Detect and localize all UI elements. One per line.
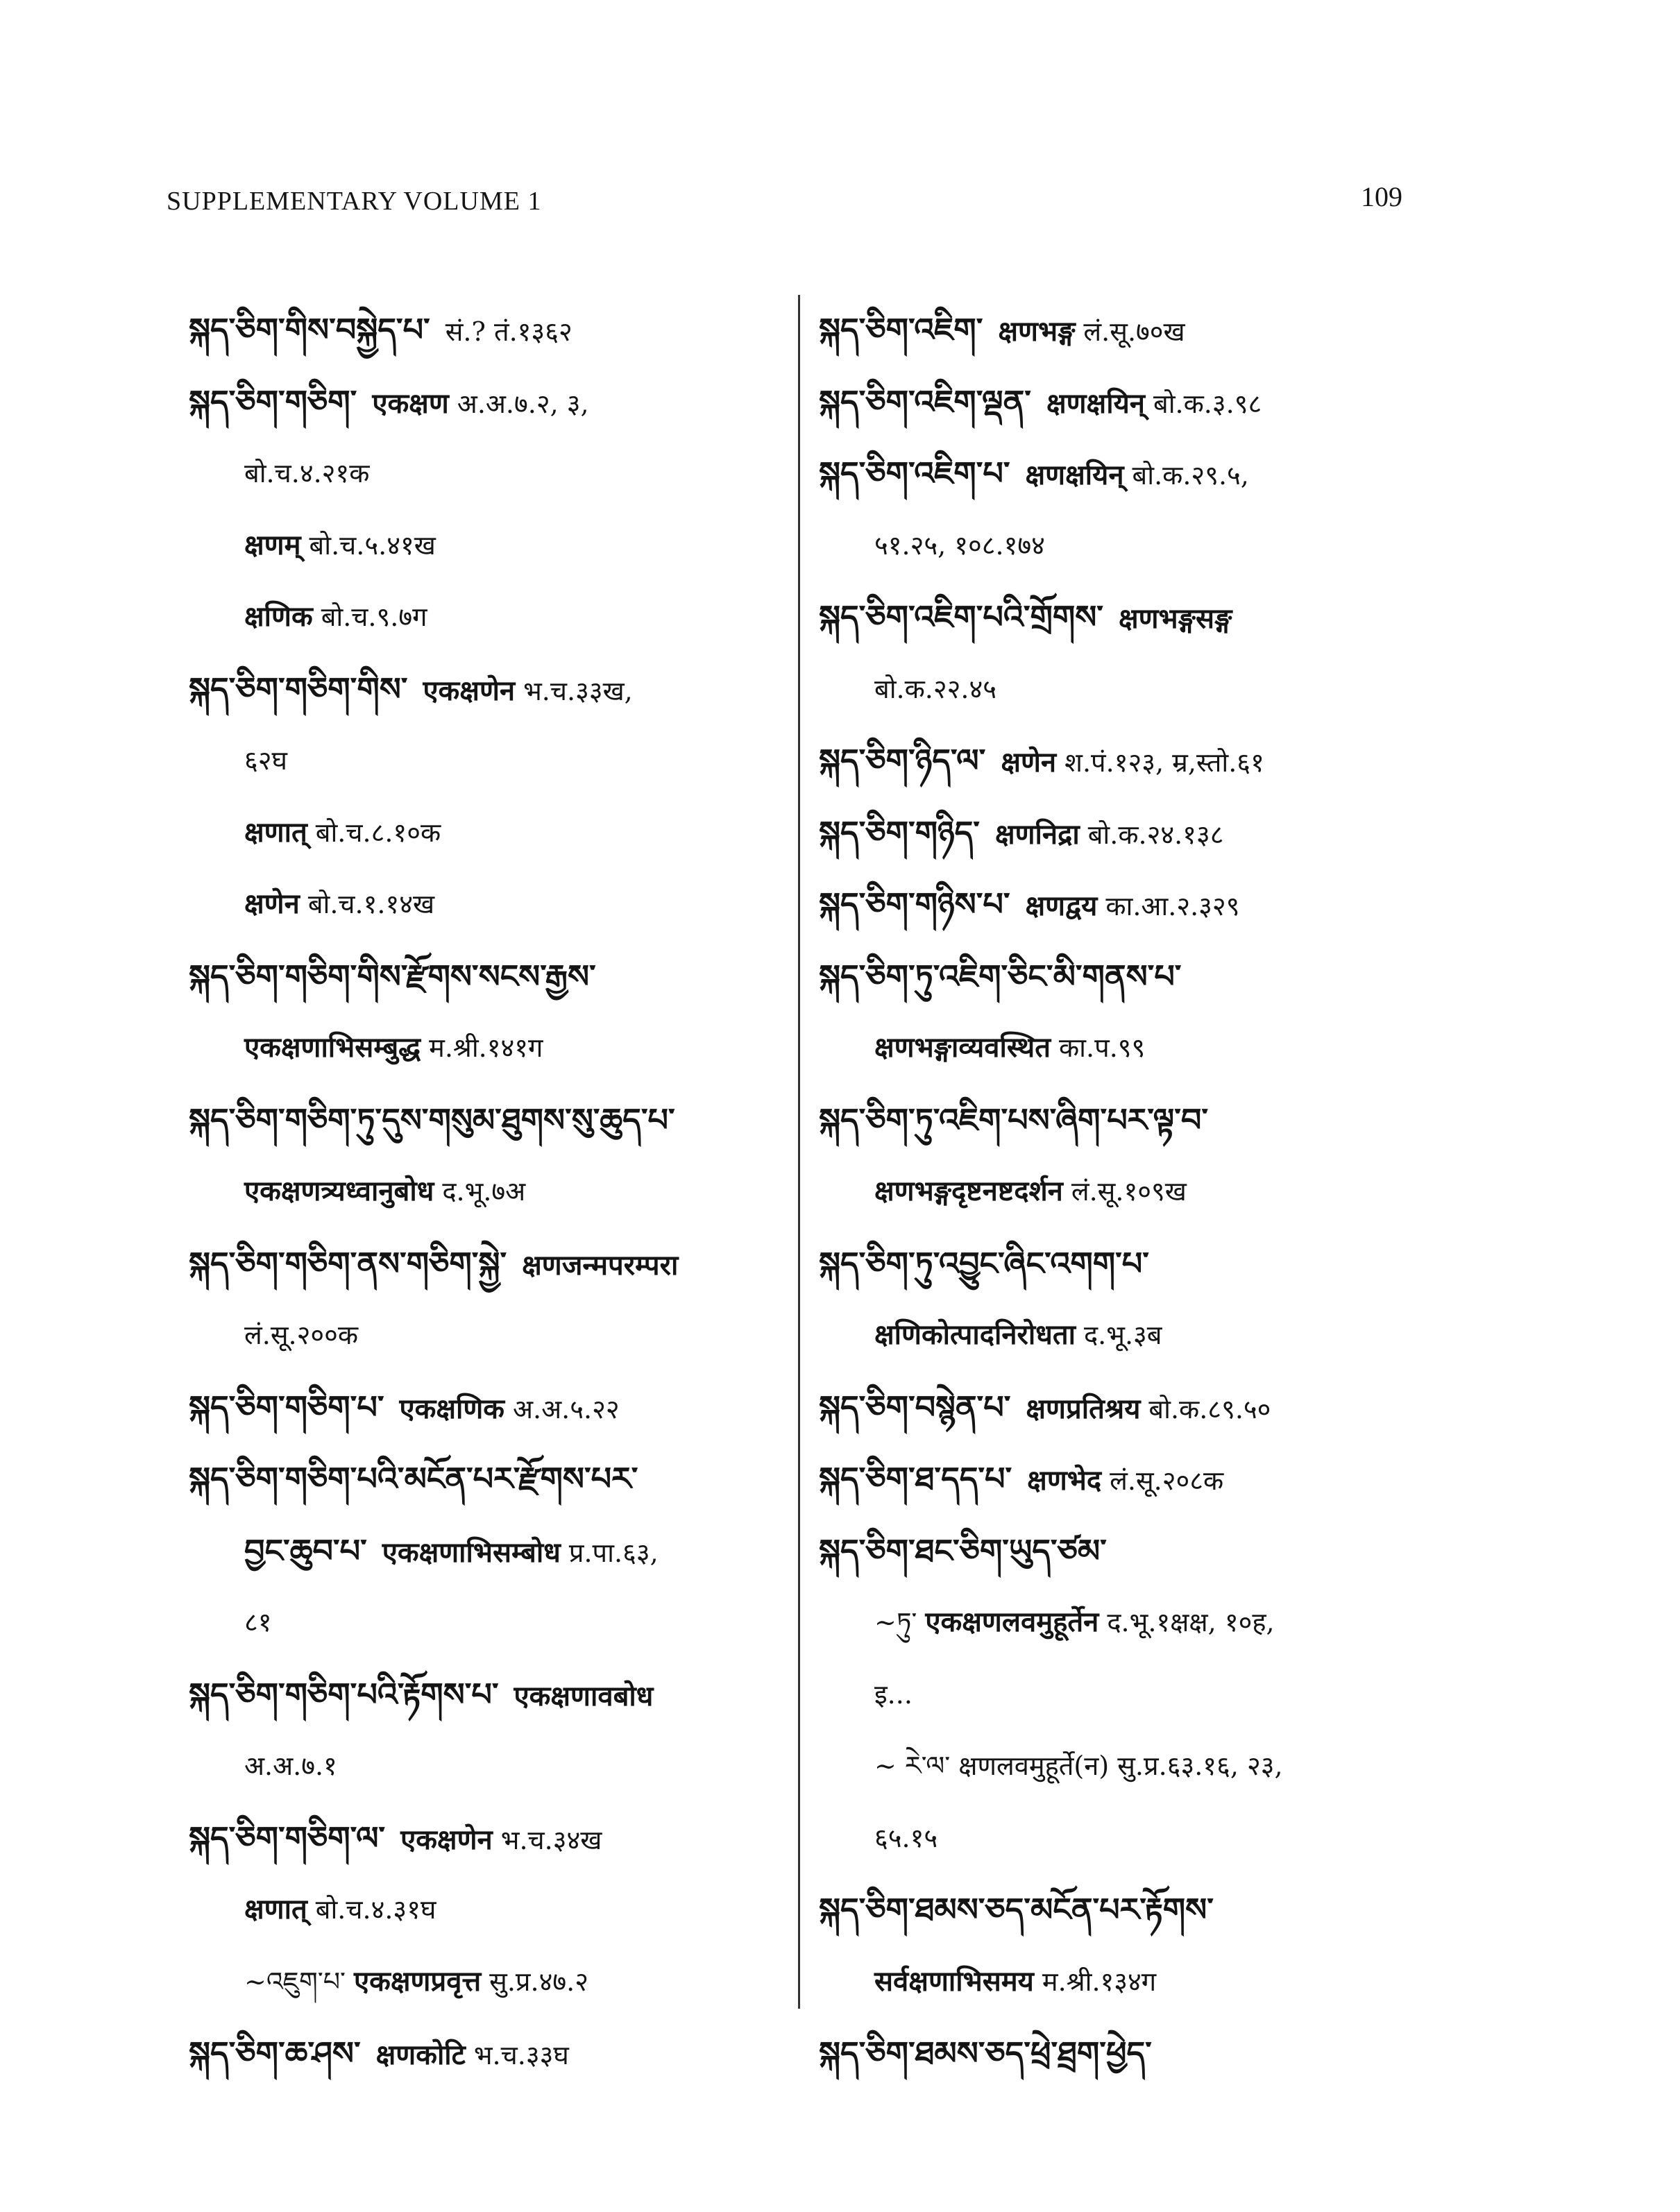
dictionary-line <box>189 593 786 665</box>
dictionary-line <box>819 808 1416 880</box>
dictionary-line <box>819 1957 1416 2030</box>
sanskrit-equivalent: क्षणक्षयिन् <box>1025 459 1124 491</box>
source-reference: बो.च.८.१०क <box>315 817 441 848</box>
dictionary-line <box>819 1239 1416 1311</box>
dictionary-line <box>189 377 786 450</box>
source-reference: म.श्री.१४१ग <box>429 1032 543 1063</box>
tibetan-headword: སྐད་ཅིག་གཅིག་པ་ <box>189 1388 384 1426</box>
source-reference: श.पं.१२३, म्र,स्तो.६१ <box>1064 747 1264 778</box>
tibetan-headword: སྐད་ཅིག་འཇིག་པའི་གྲོགས་ <box>819 598 1103 636</box>
dictionary-line <box>189 1167 786 1239</box>
tibetan-headword: སྐད་ཅིག་ཉིད་ལ་ <box>819 742 986 779</box>
source-reference: लं.सू.२०८क <box>1110 1465 1224 1496</box>
sanskrit-equivalent: क्षणभङ्ग <box>998 315 1076 348</box>
dictionary-line <box>819 1311 1416 1383</box>
tibetan-headword: སྐད་ཅིག་གཉིད་ <box>819 813 980 851</box>
tibetan-headword: བྱང་ཆུབ་པ་ <box>244 1531 367 1569</box>
sanskrit-equivalent: एकक्षणिक <box>399 1392 505 1425</box>
sanskrit-equivalent: क्षणेन <box>1001 746 1057 779</box>
sanskrit-equivalent: क्षणप्रतिश्रय <box>1026 1392 1141 1425</box>
dictionary-line <box>819 1096 1416 1168</box>
tibetan-headword: སྐད་ཅིག་གཅིག་གིས་རྫོགས་སངས་རྒྱས་ <box>189 957 596 995</box>
dictionary-line <box>189 305 786 377</box>
dictionary-line <box>819 1885 1416 1957</box>
dictionary-line <box>819 1814 1416 1886</box>
source-reference: लं.सू.७०ख <box>1083 316 1185 347</box>
source-reference: प्र.पा.६३, <box>568 1537 659 1568</box>
sanskrit-equivalent: क्षणात् <box>244 1893 307 1925</box>
tibetan-headword: སྐད་ཅིག་འཇིག་པ་ <box>819 454 1010 492</box>
dictionary-line <box>189 521 786 593</box>
sanskrit-equivalent: एकक्षण <box>372 386 449 420</box>
source-reference: बो.च.५.४१ख <box>309 529 436 561</box>
tibetan-headword: སྐད་ཅིག་འཇིག་ལྡན་ <box>819 382 1031 420</box>
dictionary-line <box>189 665 786 737</box>
source-reference: अ.अ.५.२२ <box>513 1393 620 1424</box>
tibetan-headword: སྐད་ཅིག་གཉིས་པ་ <box>819 885 1010 923</box>
subentry-marker: ~འཇུག་པ་ <box>244 1966 346 1997</box>
dictionary-line <box>189 1598 786 1670</box>
tibetan-headword: སྐད་ཅིག་ཐང་ཅིག་ཡུད་ཙམ་ <box>819 1531 1107 1569</box>
dictionary-line <box>189 1454 786 1526</box>
tibetan-headword: སྐད་ཅིག་ཐ་དད་པ་ <box>819 1460 1012 1497</box>
dictionary-line <box>189 808 786 880</box>
dictionary-line <box>189 1670 786 1742</box>
source-reference: भ.च.३३ख, <box>523 675 633 706</box>
source-reference: इ... <box>874 1678 913 1710</box>
tibetan-headword: སྐད་ཅིག་ཏུ་འཇིག་ཅིང་མི་གནས་པ་ <box>819 957 1182 995</box>
tibetan-headword: སྐད་ཅིག་གཅིག་ <box>189 382 357 420</box>
source-reference: बो.क.३.९८ <box>1153 388 1262 419</box>
dictionary-line <box>189 449 786 521</box>
subentry-marker: ~ཏུ་ <box>874 1607 917 1637</box>
source-reference: ६२घ <box>244 745 287 776</box>
tibetan-headword: སྐད་ཅིག་གཅིག་ལ་ <box>189 1819 386 1857</box>
sanskrit-equivalent: क्षणिकोत्पादनिरोधता <box>874 1318 1076 1351</box>
sanskrit-equivalent: क्षणभङ्गदृष्टनष्टदर्शन <box>874 1175 1063 1207</box>
source-reference: अ.अ.७.२, ३, <box>457 388 589 419</box>
dictionary-line <box>189 1742 786 1814</box>
sanskrit-equivalent: क्षणभङ्गाव्यवस्थित <box>874 1031 1051 1064</box>
subentry-marker: ~ རེ་ལ་ <box>874 1751 951 1781</box>
source-reference: म.श्री.१३४ग <box>1042 1966 1157 1997</box>
source-reference: बो.च.४.३१घ <box>315 1894 436 1925</box>
source-reference: बो.च.१.१४ख <box>307 889 435 919</box>
dictionary-line <box>189 2029 786 2101</box>
source-reference: सु.प्र.४७.२ <box>489 1966 588 1997</box>
tibetan-headword: སྐད་ཅིག་བསྙེན་པ་ <box>819 1388 1011 1426</box>
source-reference: भ.च.३३घ <box>473 2040 569 2070</box>
source-reference: का.प.९९ <box>1059 1032 1146 1063</box>
sanskrit-equivalent: एकक्षणत्र्यध्वानुबोध <box>244 1175 434 1207</box>
tibetan-headword: སྐད་ཅིག་གིས་བསྐྱེད་པ་ <box>189 311 430 348</box>
sanskrit-equivalent: क्षणकोटि <box>375 2039 466 2071</box>
dictionary-line <box>189 880 786 952</box>
source-reference: लं.सू.१०९ख <box>1071 1176 1187 1207</box>
source-reference: क्षणलवमुहूर्ते(न) सु.प्र.६३.१६, २३, <box>958 1751 1283 1781</box>
source-reference: द.भू.१क्षक्ष, १०ह, <box>1107 1607 1275 1637</box>
dictionary-line <box>819 736 1416 808</box>
dictionary-line <box>189 1239 786 1311</box>
dictionary-line <box>819 2029 1416 2101</box>
source-reference: बो.क.२४.१३८ <box>1087 819 1224 850</box>
sanskrit-equivalent: एकक्षणप्रवृत्त <box>354 1964 482 1998</box>
dictionary-line <box>819 1598 1416 1670</box>
source-reference: का.आ.२.३२९ <box>1105 891 1240 921</box>
dictionary-line <box>189 1957 786 2030</box>
sanskrit-equivalent: एकक्षणेन <box>423 674 516 707</box>
dictionary-line <box>189 1885 786 1957</box>
sanskrit-equivalent: क्षणनिद्रा <box>994 817 1080 851</box>
dictionary-line <box>819 449 1416 521</box>
right-column <box>819 305 1416 2101</box>
sanskrit-equivalent: क्षणिक <box>244 600 313 633</box>
dictionary-line <box>189 952 786 1024</box>
sanskrit-equivalent: एकक्षणावबोध <box>514 1679 654 1712</box>
left-column <box>189 305 786 2101</box>
dictionary-line <box>819 1670 1416 1742</box>
tibetan-headword: སྐད་ཅིག་གཅིག་གིས་ <box>189 670 408 708</box>
sanskrit-equivalent: क्षणभेद <box>1027 1464 1102 1497</box>
sanskrit-equivalent: क्षणम् <box>244 528 301 561</box>
sanskrit-equivalent: क्षणभङ्गसङ्ग <box>1118 602 1232 635</box>
source-reference: लं.सू.२००क <box>244 1320 359 1350</box>
sanskrit-equivalent: क्षणद्वय <box>1025 890 1098 922</box>
sanskrit-equivalent: एकक्षणाभिसम्बोध <box>382 1535 561 1569</box>
page-number: 109 <box>1361 181 1402 212</box>
sanskrit-equivalent: एकक्षणलवमुहूर्तेन <box>925 1606 1099 1638</box>
source-reference: बो.क.८९.५० <box>1148 1393 1271 1424</box>
tibetan-headword: སྐད་ཅིག་ཐམས་ཅད་མངོན་པར་རྟོགས་ <box>819 1891 1214 1928</box>
sanskrit-equivalent: सर्वक्षणाभिसमय <box>874 1964 1034 1998</box>
dictionary-line <box>819 1383 1416 1455</box>
tibetan-headword: སྐད་ཅིག་ཏུ་འབྱུང་ཞིང་འགག་པ་ <box>819 1244 1149 1282</box>
source-reference: द.भू.३ब <box>1084 1320 1162 1350</box>
tibetan-headword: སྐད་ཅིག་ཏུ་འཇིག་པས་ཞིག་པར་ལྟ་བ་ <box>819 1100 1209 1139</box>
dictionary-line <box>819 1167 1416 1239</box>
dictionary-line <box>189 736 786 808</box>
dictionary-line <box>819 880 1416 952</box>
dictionary-line <box>819 1742 1416 1814</box>
page-header <box>167 181 1402 228</box>
dictionary-line <box>819 665 1416 737</box>
sanskrit-equivalent: एकक्षणाभिसम्बुद्ध <box>244 1031 421 1064</box>
dictionary-line <box>819 1526 1416 1599</box>
dictionary-line <box>189 1526 786 1599</box>
sanskrit-equivalent: क्षणेन <box>244 887 300 920</box>
dictionary-line <box>819 1023 1416 1096</box>
dictionary-line <box>819 593 1416 665</box>
dictionary-line <box>189 1383 786 1455</box>
dictionary-line <box>819 952 1416 1024</box>
sanskrit-equivalent: क्षणक्षयिन् <box>1046 386 1145 420</box>
source-reference: बो.च.४.२१क <box>244 458 370 488</box>
tibetan-headword: སྐད་ཅིག་གཅིག་ཏུ་དུས་གསུམ་ཐུགས་སུ་ཆུད་པ་ <box>189 1100 675 1139</box>
source-reference: बो.क.२२.४५ <box>874 673 997 704</box>
source-reference: अ.अ.७.१ <box>244 1751 337 1781</box>
tibetan-headword: སྐད་ཅིག་གཅིག་པའི་མངོན་པར་རྫོགས་པར་ <box>189 1460 638 1497</box>
dictionary-line <box>189 1096 786 1168</box>
source-reference: सं.? तं.१३६२ <box>445 316 572 347</box>
dictionary-line <box>819 305 1416 377</box>
source-reference: भ.च.३४ख <box>500 1824 602 1855</box>
dictionary-line <box>189 1311 786 1383</box>
source-reference: बो.च.९.७ग <box>321 602 427 632</box>
tibetan-headword: སྐད་ཅིག་འཇིག་ <box>819 311 983 348</box>
tibetan-headword: སྐད་ཅིག་གཅིག་ནས་གཅིག་སྐྱེ་ <box>189 1244 507 1282</box>
tibetan-headword: སྐད་ཅིག་ཆ་ཤས་ <box>189 2034 361 2072</box>
source-reference: बो.क.२९.५, <box>1132 460 1249 491</box>
running-title: SUPPLEMENTARY VOLUME 1 <box>167 187 542 216</box>
dictionary-line <box>189 1814 786 1886</box>
source-reference: ५१.२५, १०८.१७४ <box>874 529 1045 561</box>
source-reference: ८१ <box>244 1607 272 1637</box>
column-divider <box>798 295 800 2009</box>
dictionary-line <box>819 377 1416 450</box>
source-reference: द.भू.७अ <box>442 1176 526 1207</box>
dictionary-line <box>819 1454 1416 1526</box>
sanskrit-equivalent: क्षणजन्मपरम्परा <box>522 1248 679 1282</box>
dictionary-line <box>189 1023 786 1096</box>
tibetan-headword: སྐད་ཅིག་གཅིག་པའི་རྟོགས་པ་ <box>189 1675 499 1713</box>
tibetan-headword: སྐད་ཅིག་ཐམས་ཅད་ཕྲེ་ཐྲག་ཕྱེད་ <box>819 2034 1152 2072</box>
source-reference: ६५.१५ <box>874 1822 938 1853</box>
sanskrit-equivalent: क्षणात् <box>244 815 307 849</box>
dictionary-line <box>819 521 1416 593</box>
sanskrit-equivalent: एकक्षणेन <box>400 1823 493 1856</box>
